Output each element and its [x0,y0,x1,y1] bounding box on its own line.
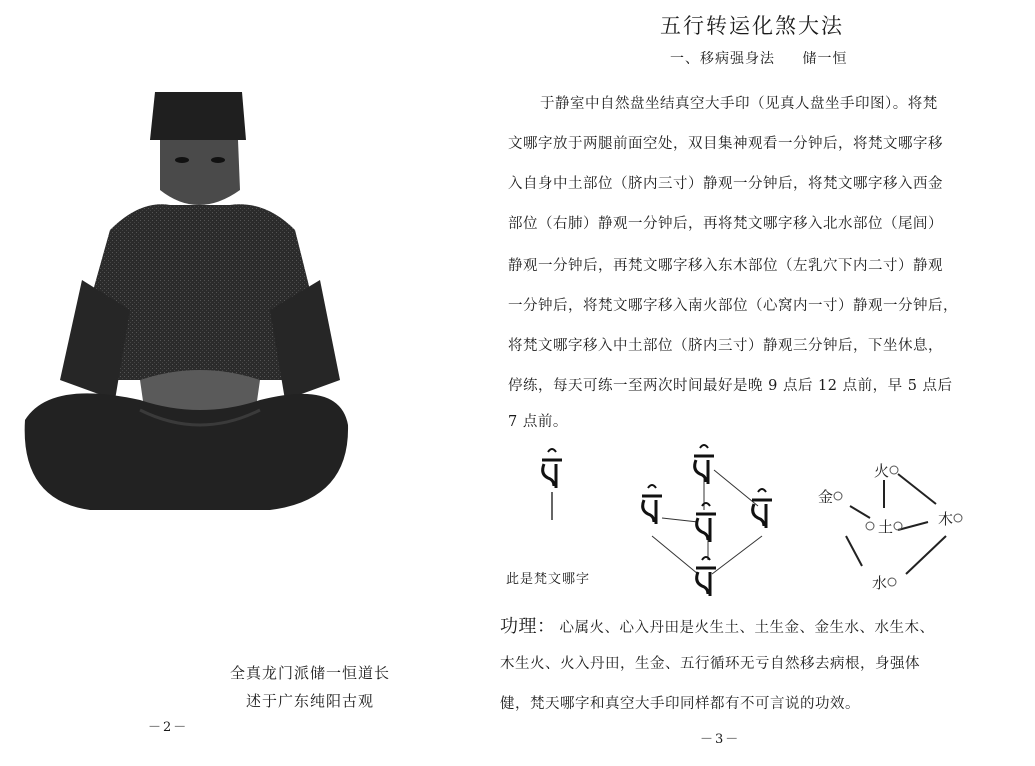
body-line: 将梵文哪字移入中土部位（脐内三寸）静观三分钟后，下坐休息， [508,338,943,354]
element-fire-label: 火 [874,462,890,480]
sanskrit-syllable-icon [694,445,714,484]
element-earth-label: 土 [878,518,894,536]
sanskrit-syllable-icon [752,489,772,528]
theory-line: 健，梵天哪字和真空大手印同样都有不可言说的功效。 [500,696,860,712]
author-name: 储一恒 [802,51,848,67]
body-line: 静观一分钟后，再梵文哪字移入东木部位（左乳穴下内二寸）静观 [508,258,943,274]
element-metal-label: 金 [818,488,834,506]
section-subtitle [670,48,847,68]
subtitle-text: 一、移病强身法 [670,51,775,67]
element-water-label: 水 [872,574,888,592]
sanskrit-syllable-icon [642,485,662,524]
page-number-right: －3－ [700,732,741,747]
sanskrit-syllable-icon [696,503,716,542]
body-line: 停练，每天可练一至两次时间最好是晚 9 点后 12 点前，早 5 点后 [508,378,953,394]
sanskrit-syllable-icon [542,449,562,488]
body-line: 于静室中自然盘坐结真空大手印（见真人盘坐手印图）。将梵 [540,96,938,112]
left-page [0,0,500,766]
theory-line: 木生火、火入丹田，生金、五行循环无亏自然移去病根，身强体 [500,656,920,672]
theory-line [500,612,935,638]
body-line: 入自身中土部位（脐内三寸）静观一分钟后，将梵文哪字移入西金 [508,176,943,192]
document-title: 五行转运化煞大法 [660,14,844,38]
body-line: 部位（右肺）静观一分钟后，再将梵文哪字移入北水部位（尾闾） [508,216,943,232]
sanskrit-syllable-icon [696,557,716,596]
photo-caption-line1: 全真龙门派储一恒道长 [229,664,390,682]
photo-caption-line2: 述于广东纯阳古观 [245,692,374,710]
right-page [500,0,1035,766]
body-line: 7 点前。 [508,414,568,430]
seated-master-photo [20,80,350,540]
body-line: 文哪字放于两腿前面空处，双目集神观看一分钟后，将梵文哪字移 [508,136,943,152]
theory-text: 心属火、心入丹田是火生土、土生金、金生水、水生木、 [559,620,935,636]
syllable-diamond [642,445,772,596]
element-wood-label: 木 [938,510,954,528]
body-line: 一分钟后，将梵文哪字移入南火部位（心窝内一寸）静观一分钟后， [508,298,958,314]
diagram-caption: 此是梵文哪字 [506,572,591,587]
page-number-left: －2－ [148,720,189,735]
five-elements-diagram [818,462,962,592]
theory-lead: 功理： [500,616,556,637]
